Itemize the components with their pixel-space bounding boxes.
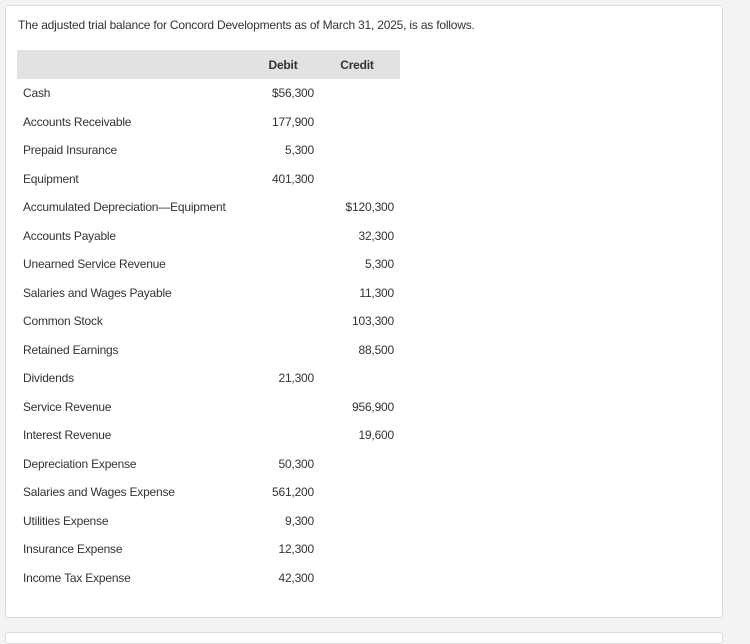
account-name-cell: Dividends	[23, 371, 74, 386]
credit-amount-cell: $120,300	[345, 200, 394, 215]
account-name-cell: Accounts Payable	[23, 228, 116, 243]
debit-amount-cell: 561,200	[272, 485, 314, 500]
account-name-cell: Insurance Expense	[23, 542, 123, 557]
credit-amount-cell: 103,300	[352, 314, 394, 329]
table-row	[17, 136, 400, 165]
debit-amount-cell	[252, 307, 314, 336]
debit-amount-cell	[252, 336, 314, 365]
account-name-cell: Common Stock	[23, 314, 103, 329]
question-card	[5, 5, 723, 618]
debit-amount-cell	[252, 279, 314, 308]
debit-amount-cell: 21,300	[278, 371, 314, 386]
credit-amount-cell: 32,300	[358, 228, 394, 243]
debit-amount-cell: 12,300	[278, 542, 314, 557]
account-name-cell: Accounts Receivable	[23, 114, 132, 129]
debit-amount-cell	[252, 393, 314, 422]
table-row	[17, 250, 400, 279]
credit-amount-cell: 88,500	[358, 342, 394, 357]
intro-text: The adjusted trial balance for Concord Developments as of March 31, 2025, is as follows.	[18, 18, 475, 32]
account-name-cell: Salaries and Wages Payable	[23, 285, 172, 300]
table-row	[17, 193, 400, 222]
table-row	[17, 279, 400, 308]
account-name-cell: Unearned Service Revenue	[23, 257, 166, 272]
credit-amount-cell: 19,600	[358, 428, 394, 443]
table-row	[17, 507, 400, 536]
credit-amount-cell: 956,900	[352, 399, 394, 414]
credit-amount-cell	[314, 450, 400, 479]
table-row	[17, 222, 400, 251]
table-row	[17, 450, 400, 479]
account-name-cell: Equipment	[23, 171, 79, 186]
debit-column-header: Debit	[252, 50, 314, 79]
debit-amount-cell: 9,300	[284, 513, 314, 528]
credit-amount-cell	[314, 478, 400, 507]
table-row	[17, 165, 400, 194]
table-row	[17, 79, 400, 108]
debit-amount-cell	[252, 222, 314, 251]
table-header-row	[17, 50, 400, 79]
table-row	[17, 535, 400, 564]
table-row	[17, 108, 400, 137]
account-name-cell: Accumulated Depreciation—Equipment	[23, 200, 226, 215]
account-name-cell: Prepaid Insurance	[23, 143, 117, 158]
account-column-header	[17, 50, 252, 79]
account-name-cell: Utilities Expense	[23, 513, 109, 528]
table-row	[17, 364, 400, 393]
credit-amount-cell: 11,300	[359, 285, 394, 300]
account-name-cell: Service Revenue	[23, 399, 112, 414]
debit-amount-cell: 177,900	[272, 114, 314, 129]
account-name-cell: Depreciation Expense	[23, 456, 137, 471]
table-row	[17, 421, 400, 450]
debit-amount-cell: 401,300	[272, 171, 314, 186]
debit-amount-cell: 5,300	[284, 143, 314, 158]
table-row	[17, 478, 400, 507]
credit-amount-cell	[314, 79, 400, 108]
account-name-cell: Cash	[23, 86, 51, 101]
credit-amount-cell	[314, 507, 400, 536]
next-card-edge	[5, 632, 723, 644]
table-row	[17, 336, 400, 365]
credit-amount-cell	[314, 165, 400, 194]
credit-amount-cell	[314, 564, 400, 593]
account-name-cell: Income Tax Expense	[23, 570, 131, 585]
credit-amount-cell	[314, 136, 400, 165]
debit-amount-cell: $56,300	[272, 86, 314, 101]
debit-amount-cell: 50,300	[278, 456, 314, 471]
credit-amount-cell	[314, 108, 400, 137]
debit-amount-cell: 42,300	[278, 570, 314, 585]
credit-amount-cell	[314, 535, 400, 564]
credit-amount-cell: 5,300	[364, 257, 394, 272]
debit-amount-cell	[252, 250, 314, 279]
trial-balance-table	[17, 50, 400, 592]
account-name-cell: Retained Earnings	[23, 342, 119, 357]
account-name-cell: Interest Revenue	[23, 428, 112, 443]
table-row	[17, 307, 400, 336]
debit-amount-cell	[252, 193, 314, 222]
credit-column-header: Credit	[314, 50, 400, 79]
debit-amount-cell	[252, 421, 314, 450]
table-row	[17, 393, 400, 422]
account-name-cell: Salaries and Wages Expense	[23, 485, 175, 500]
table-row	[17, 564, 400, 593]
trial-balance-body	[17, 79, 400, 592]
credit-amount-cell	[314, 364, 400, 393]
